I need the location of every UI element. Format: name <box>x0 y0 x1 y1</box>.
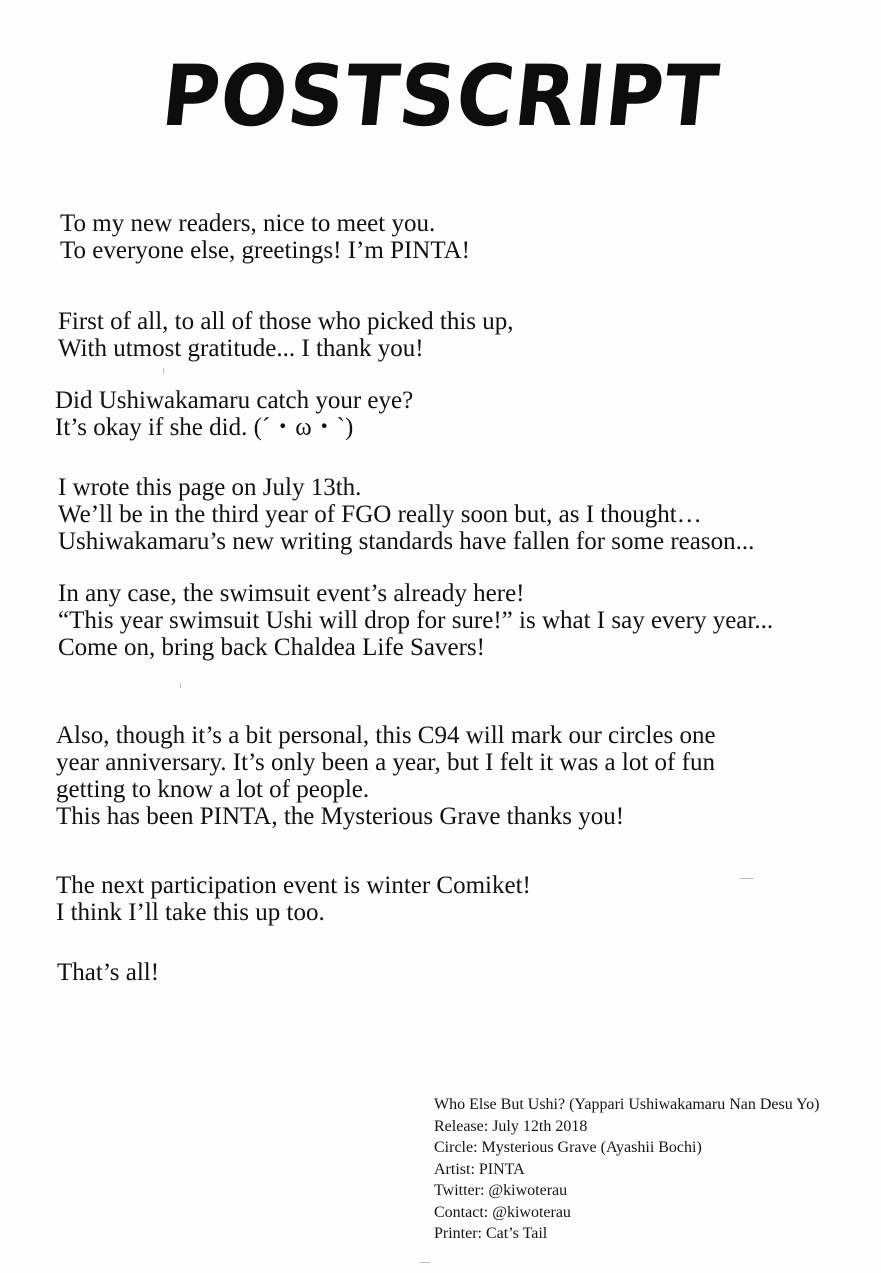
text-line: It’s okay if she did. (´・ω・`) <box>55 414 354 441</box>
text-line: Also, though it’s a bit personal, this C94 will mark our circles one <box>56 722 716 749</box>
text-line: This has been PINTA, the Mysterious Grave thanks you! <box>56 803 625 830</box>
text-line: To my new readers, nice to meet you. <box>60 210 436 237</box>
text-line: Ushiwakamaru’s new writing standards have fallen for some reason... <box>58 528 755 555</box>
paragraph-ushiwakamaru <box>55 387 413 441</box>
credit-artist: Artist: PINTA <box>434 1160 525 1178</box>
page-title: POSTSCRIPT <box>157 48 724 146</box>
scan-speck <box>180 683 181 688</box>
credit-release: Release: July 12th 2018 <box>434 1117 588 1135</box>
paragraph-anniversary <box>56 722 716 830</box>
paragraph-closing <box>57 959 159 986</box>
text-line: In any case, the swimsuit event’s already here! <box>58 580 525 607</box>
scan-speck <box>163 368 164 374</box>
text-line: With utmost gratitude... I thank you! <box>58 335 424 362</box>
text-line: I wrote this page on July 13th. <box>58 474 362 501</box>
credit-title: Who Else But Ushi? (Yappari Ushiwakamaru Nan Desu Yo) <box>434 1096 820 1113</box>
text-line: year anniversary. It’s only been a year, but I felt it was a lot of fun <box>56 749 715 776</box>
scan-speck <box>420 1262 430 1263</box>
text-line: The next participation event is winter Comiket! <box>56 872 531 899</box>
credit-circle: Circle: Mysterious Grave (Ayashii Bochi) <box>434 1139 702 1156</box>
text-line: First of all, to all of those who picked this up, <box>58 308 514 335</box>
text-line: I think I’ll take this up too. <box>56 899 325 926</box>
text-line: getting to know a lot of people. <box>56 776 370 803</box>
paragraph-date <box>58 474 754 555</box>
text-line: We’ll be in the third year of FGO really soon but, as I thought… <box>58 501 702 528</box>
credit-twitter: Twitter: @kiwoterau <box>434 1182 568 1199</box>
paragraph-swimsuit <box>58 580 773 661</box>
credit-printer: Printer: Cat’s Tail <box>434 1225 548 1242</box>
text-line: To everyone else, greetings! I’m PINTA! <box>60 237 470 264</box>
text-line: Did Ushiwakamaru catch your eye? <box>55 387 414 414</box>
text-line: Come on, bring back Chaldea Life Savers! <box>58 634 485 661</box>
paragraph-thanks <box>58 308 514 362</box>
paragraph-comiket <box>56 872 531 926</box>
paragraph-greeting <box>60 210 470 264</box>
credits-block <box>434 1094 819 1245</box>
credit-contact: Contact: @kiwoterau <box>434 1203 571 1221</box>
text-line: That’s all! <box>57 959 160 986</box>
scan-speck <box>740 878 754 879</box>
text-line: “This year swimsuit Ushi will drop for sure!” is what I say every year... <box>58 607 774 634</box>
